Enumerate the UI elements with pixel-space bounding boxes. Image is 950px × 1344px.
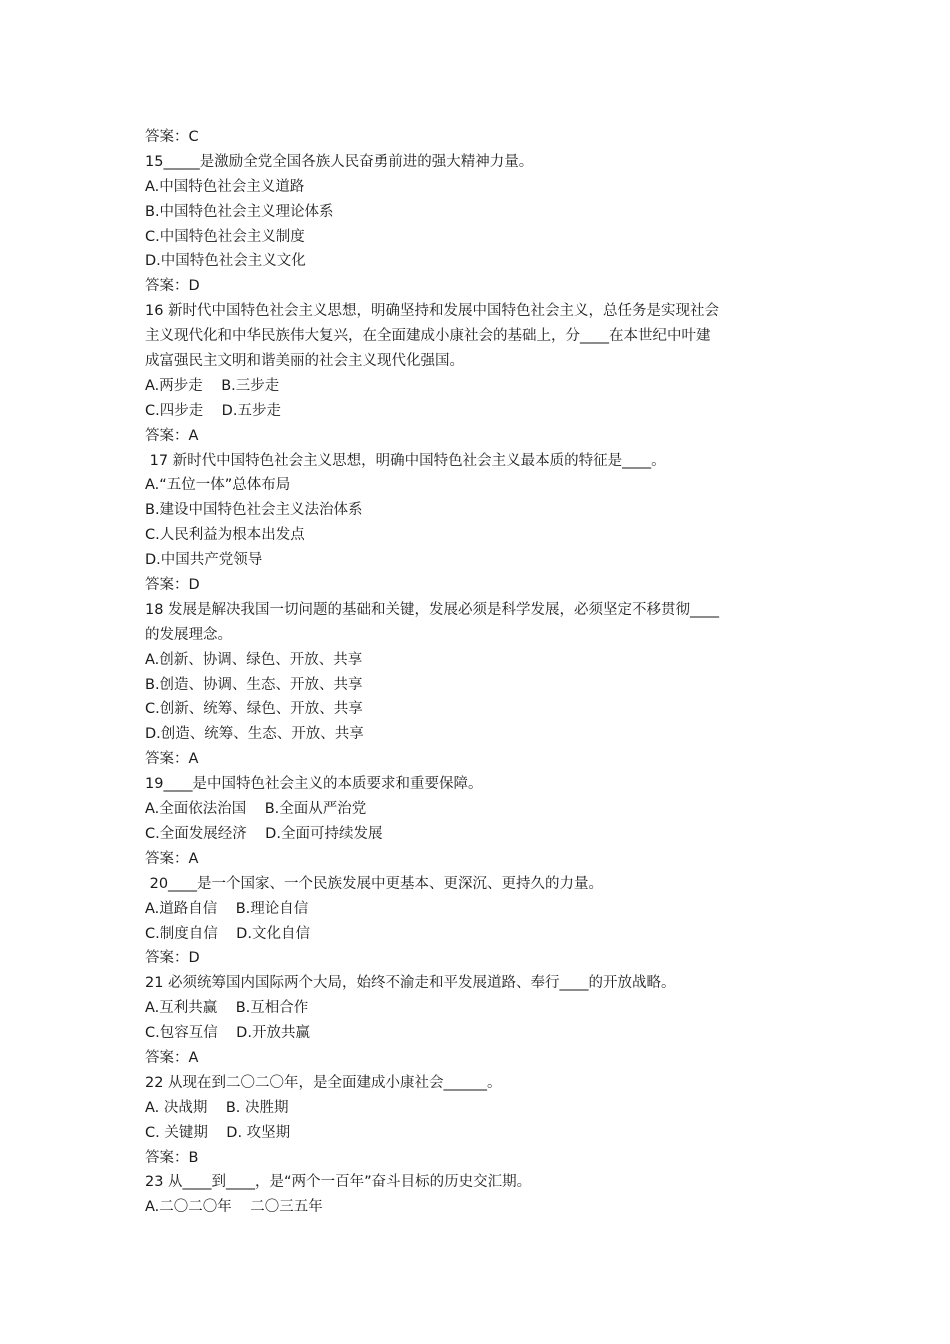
- question-16-line-3: 成富强民主文明和谐美丽的社会主义现代化强国。: [145, 353, 464, 370]
- answer-17: 答案：D: [145, 577, 200, 594]
- options-22-cd: C. 关键期 D. 攻坚期: [145, 1124, 291, 1141]
- option-15c: C.中国特色社会主义制度: [145, 228, 305, 245]
- option-18b: B.创造、协调、生态、开放、共享: [145, 676, 363, 693]
- answer-18: 答案：A: [145, 751, 199, 768]
- answer-20: 答案：D: [145, 950, 200, 967]
- options-16-cd: C.四步走 D.五步走: [145, 402, 281, 419]
- question-18-line-2: 的发展理念。: [145, 626, 232, 643]
- question-22: 22 从现在到二〇二〇年，是全面建成小康社会______。: [145, 1074, 502, 1091]
- question-21: 21 必须统筹国内国际两个大局，始终不渝走和平发展道路、奉行____的开放战略。: [145, 975, 676, 992]
- answer-19: 答案：A: [145, 850, 199, 867]
- option-17b: B.建设中国特色社会主义法治体系: [145, 502, 363, 519]
- question-20: 20____是一个国家、一个民族发展中更基本、更深沉、更持久的力量。: [145, 875, 604, 892]
- question-19: 19____是中国特色社会主义的本质要求和重要保障。: [145, 776, 483, 793]
- option-18d: D.创造、统筹、生态、开放、共享: [145, 726, 364, 743]
- question-18-line-1: 18 发展是解决我国一切问题的基础和关键，发展必须是科学发展，必须坚定不移贯彻____: [145, 601, 720, 618]
- question-16-line-2: 主义现代化和中华民族伟大复兴，在全面建成小康社会的基础上，分____在本世纪中叶建: [145, 328, 711, 345]
- options-22-ab: A. 决战期 B. 决胜期: [145, 1099, 289, 1116]
- question-23: 23 从____到____，是“两个一百年”奋斗目标的历史交汇期。: [145, 1174, 532, 1191]
- options-19-cd: C.全面发展经济 D.全面可持续发展: [145, 825, 383, 842]
- answer-14: 答案：C: [145, 129, 199, 145]
- document-body: [145, 125, 815, 1220]
- option-18a: A.创新、协调、绿色、开放、共享: [145, 651, 363, 668]
- options-21-ab: A.互利共赢 B.互相合作: [145, 1000, 309, 1017]
- question-17: 17 新时代中国特色社会主义思想，明确中国特色社会主义最本质的特征是____。: [145, 452, 666, 469]
- options-21-cd: C.包容互信 D.开放共赢: [145, 1025, 310, 1042]
- question-15: 15_____是激励全党全国各族人民奋勇前进的强大精神力量。: [145, 153, 534, 170]
- option-18c: C.创新、统筹、绿色、开放、共享: [145, 701, 363, 718]
- answer-15: 答案：D: [145, 278, 200, 295]
- option-17a: A.“五位一体”总体布局: [145, 477, 291, 494]
- options-19-ab: A.全面依法治国 B.全面从严治党: [145, 801, 367, 818]
- answer-22: 答案：B: [145, 1149, 199, 1166]
- option-15a: A.中国特色社会主义道路: [145, 178, 305, 195]
- options-20-cd: C.制度自信 D.文化自信: [145, 925, 310, 942]
- option-17d: D.中国共产党领导: [145, 552, 263, 569]
- question-16-line-1: 16 新时代中国特色社会主义思想，明确坚持和发展中国特色社会主义，总任务是实现社会: [145, 303, 720, 320]
- option-17c: C.人民利益为根本出发点: [145, 527, 305, 544]
- option-15b: B.中国特色社会主义理论体系: [145, 203, 334, 220]
- options-16-ab: A.两步走 B.三步走: [145, 377, 280, 394]
- options-20-ab: A.道路自信 B.理论自信: [145, 900, 309, 917]
- answer-21: 答案：A: [145, 1049, 199, 1066]
- answer-16: 答案：A: [145, 427, 199, 444]
- option-15d: D.中国特色社会主义文化: [145, 253, 306, 270]
- option-23a: A.二〇二〇年 二〇三五年: [145, 1199, 323, 1216]
